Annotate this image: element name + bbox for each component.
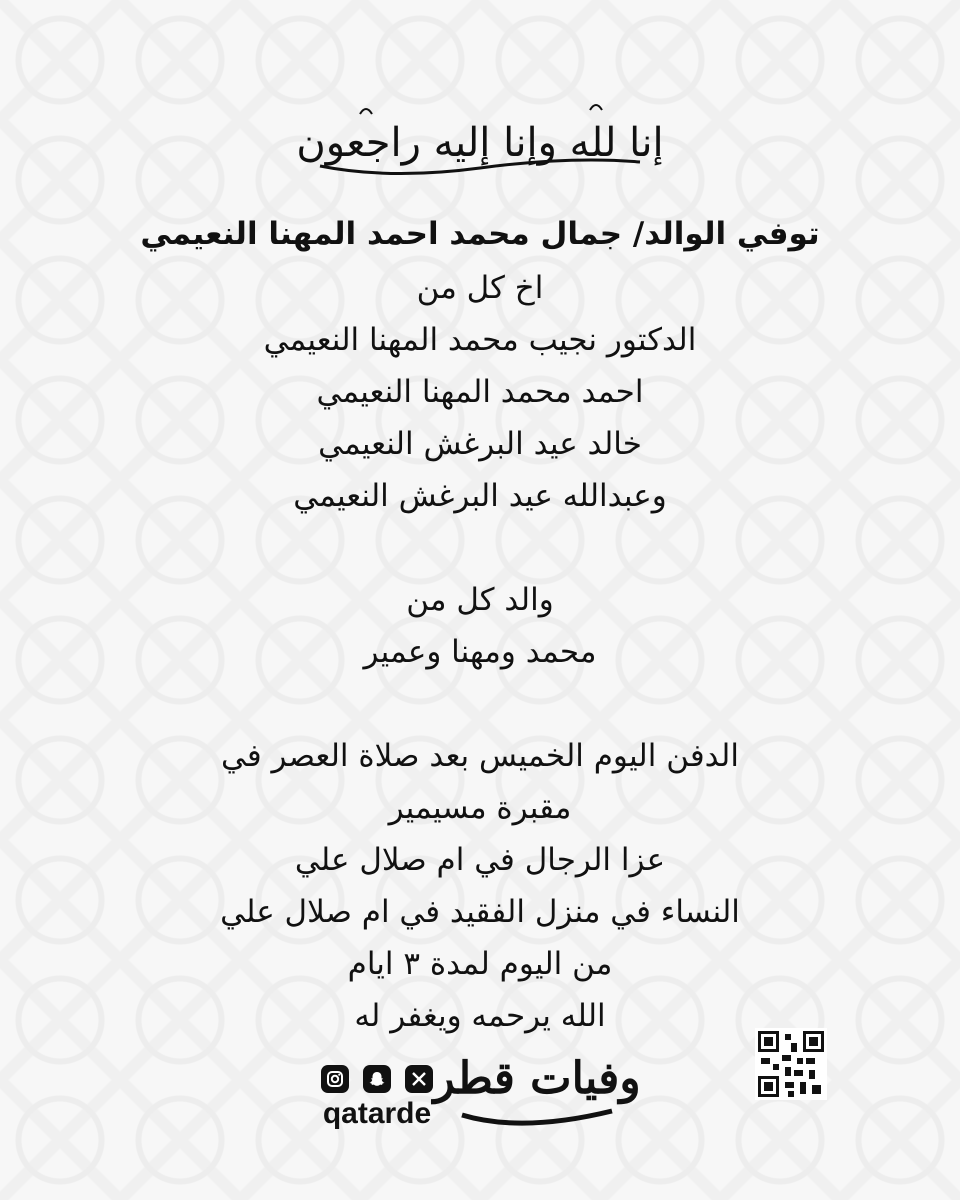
footer xyxy=(0,1015,960,1165)
body-line: اخ كل من xyxy=(416,270,544,306)
body-line: احمد محمد المهنا النعيمي xyxy=(316,374,644,410)
body-spacer xyxy=(80,522,880,574)
brand-logo xyxy=(433,1015,641,1145)
body-line: من اليوم لمدة ٣ ايام xyxy=(347,946,613,982)
calligraphy-text: إنا لله وإنا إليه راجعون xyxy=(296,120,664,166)
body-line: عزا الرجال في ام صلال علي xyxy=(294,842,666,878)
social-icons xyxy=(312,1065,442,1093)
body-line: الدكتور نجيب محمد المهنا النعيمي xyxy=(263,322,697,358)
quran-verse-calligraphy xyxy=(296,96,664,186)
x-icon[interactable] xyxy=(405,1065,433,1093)
instagram-icon[interactable] xyxy=(321,1065,349,1093)
snapchat-icon[interactable] xyxy=(363,1065,391,1093)
body-line: خالد عيد البرغش النعيمي xyxy=(318,426,642,462)
qr-code xyxy=(755,1028,827,1100)
body-line: والد كل من xyxy=(406,582,554,618)
body-line: وعبدالله عيد البرغش النعيمي xyxy=(293,478,667,514)
body-spacer xyxy=(80,678,880,730)
body-line: محمد ومهنا وعمير xyxy=(363,634,597,670)
body-line: مقبرة مسيمير xyxy=(388,790,572,826)
social-block xyxy=(312,1065,442,1131)
obituary-body xyxy=(80,262,880,1042)
social-handle: qatarde xyxy=(322,1097,432,1130)
deceased-headline: توفي الوالد/ جمال محمد احمد المهنا النعيمي xyxy=(140,216,820,252)
brand-logo-text: وفيات قطر xyxy=(433,1053,641,1104)
body-line: النساء في منزل الفقيد في ام صلال علي xyxy=(220,894,740,930)
body-line: الدفن اليوم الخميس بعد صلاة العصر في xyxy=(221,738,739,774)
body-line: الله يرحمه ويغفر له xyxy=(354,998,606,1034)
